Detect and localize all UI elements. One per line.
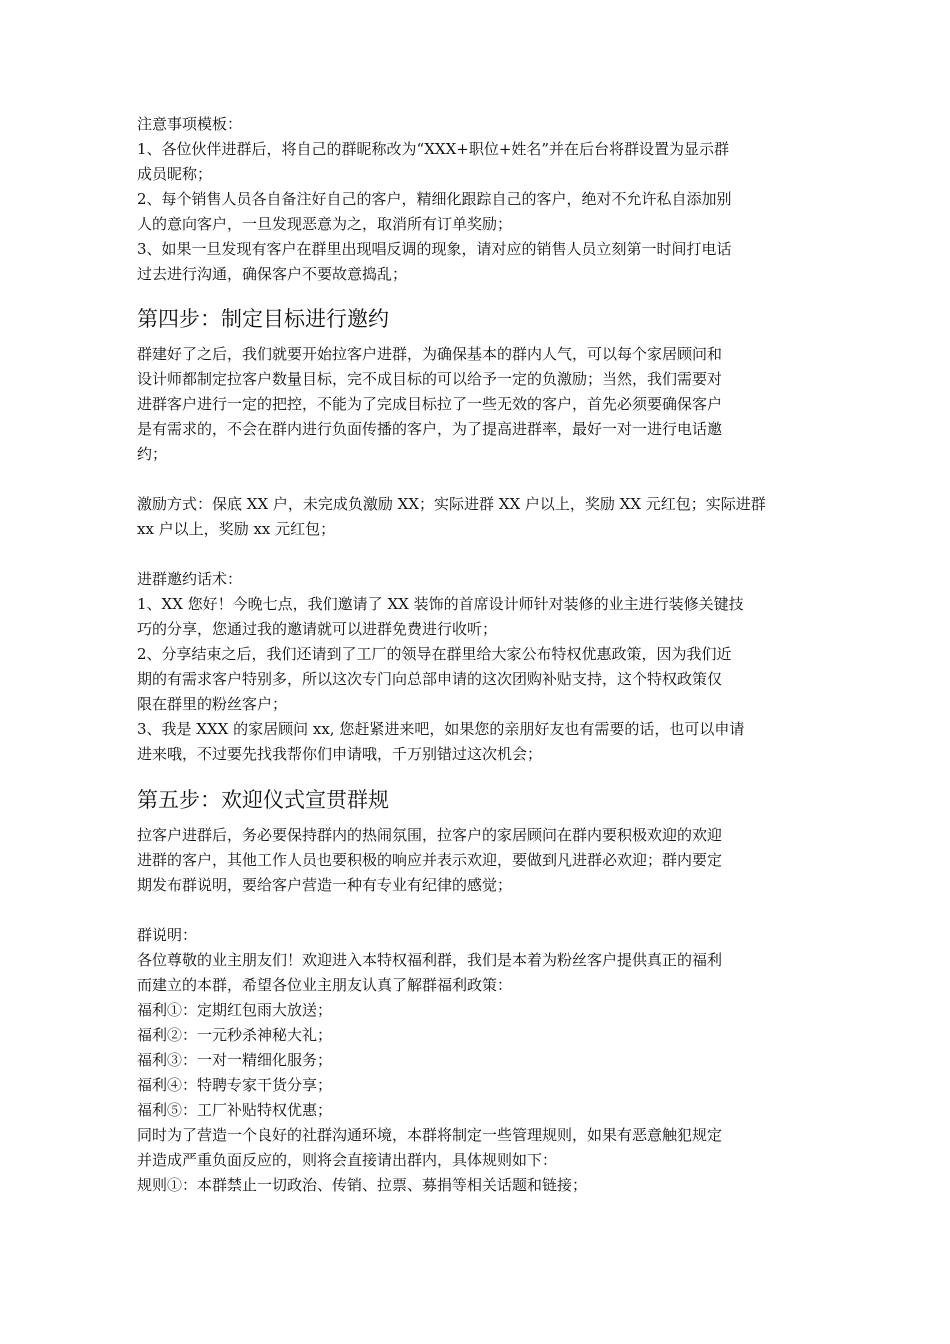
group-desc-line: 各位尊敬的业主朋友们！欢迎进入本特权福利群，我们是本着为粉丝客户提供真正的福利 bbox=[137, 951, 723, 969]
step5-intro-line: 期发布群说明，要给客户营造一种有专业有纪律的感觉； bbox=[137, 876, 513, 894]
script-line: 期的有需求客户特别多，所以这次专门向总部申请的这次团购补贴支持，这个特权政策仅 bbox=[137, 670, 723, 688]
notes-title: 注意事项模板： bbox=[137, 115, 243, 133]
step5-heading: 第五步：欢迎仪式宣贯群规 bbox=[137, 788, 389, 812]
group-desc-title: 群说明： bbox=[137, 926, 198, 944]
incentive-line: xx 户以上，奖励 xx 元红包； bbox=[137, 520, 336, 538]
step4-intro-line: 设计师都制定拉客户数量目标，完不成目标的可以给予一定的负激励；当然，我们需要对 bbox=[137, 370, 723, 388]
benefit-item: 福利①：定期红包雨大放送； bbox=[137, 1001, 333, 1019]
script-line: 1、XX 您好！今晚七点，我们邀请了 XX 装饰的首席设计师针对装修的业主进行装修关键技 bbox=[137, 595, 744, 613]
step4-intro-line: 进群客户进行一定的把控，不能为了完成目标拉了一些无效的客户，首先必须要确保客户 bbox=[137, 395, 723, 413]
group-desc-line: 而建立的本群，希望各位业主朋友认真了解群福利政策： bbox=[137, 976, 513, 994]
script-line: 3、我是 XXX 的家居顾问 xx, 您赶紧进来吧，如果您的亲朋好友也有需要的话，也可以申请 bbox=[137, 720, 745, 738]
script-line: 限在群里的粉丝客户； bbox=[137, 695, 288, 713]
notes-line: 过去进行沟通，确保客户不要故意捣乱； bbox=[137, 265, 408, 283]
notes-line: 人的意向客户，一旦发现恶意为之，取消所有订单奖励； bbox=[137, 215, 513, 233]
script-line: 进来哦，不过要先找我帮你们申请哦，千万别错过这次机会； bbox=[137, 745, 543, 763]
benefit-item: 福利②：一元秒杀神秘大礼； bbox=[137, 1026, 333, 1044]
benefit-item: 福利④：特聘专家干货分享； bbox=[137, 1076, 333, 1094]
notes-line: 2、每个销售人员各自备注好自己的客户，精细化跟踪自己的客户，绝对不允许私自添加别 bbox=[137, 190, 732, 208]
script-title: 进群邀约话术： bbox=[137, 570, 243, 588]
paragraph-spacer bbox=[137, 467, 817, 492]
benefit-item: 福利③：一对一精细化服务； bbox=[137, 1051, 333, 1069]
rule-item: 规则①：本群禁止一切政治、传销、拉票、募捐等相关话题和链接； bbox=[137, 1176, 588, 1194]
step5-intro-line: 拉客户进群后，务必要保持群内的热闹氛围，拉客户的家居顾问在群内要积极欢迎的欢迎 bbox=[137, 826, 723, 844]
script-line: 巧的分享，您通过我的邀请就可以进群免费进行收听； bbox=[137, 620, 498, 638]
group-desc-line: 并造成严重负面反应的，则将会直接请出群内，具体规则如下： bbox=[137, 1151, 558, 1169]
benefit-item: 福利⑤：工厂补贴特权优惠； bbox=[137, 1101, 333, 1119]
document-page bbox=[137, 112, 817, 1198]
notes-line: 1、各位伙伴进群后，将自己的群昵称改为“XXX+职位+姓名”并在后台将群设置为显示群 bbox=[137, 140, 730, 158]
step4-heading: 第四步：制定目标进行邀约 bbox=[137, 307, 389, 331]
script-line: 2、分享结束之后，我们还请到了工厂的领导在群里给大家公布特权优惠政策，因为我们近 bbox=[137, 645, 732, 663]
step4-intro-line: 群建好了之后，我们就要开始拉客户进群，为确保基本的群内人气，可以每个家居顾问和 bbox=[137, 345, 723, 363]
group-desc-line: 同时为了营造一个良好的社群沟通环境，本群将制定一些管理规则，如果有恶意触犯规定 bbox=[137, 1126, 723, 1144]
paragraph-spacer bbox=[137, 898, 817, 923]
incentive-line: 激励方式：保底 XX 户，未完成负激励 XX；实际进群 XX 户以上，奖励 XX 元红包；实际进群 bbox=[137, 495, 766, 513]
notes-line: 3、如果一旦发现有客户在群里出现唱反调的现象，请对应的销售人员立刻第一时间打电话 bbox=[137, 240, 732, 258]
step4-intro-line: 约； bbox=[137, 445, 168, 463]
paragraph-spacer bbox=[137, 542, 817, 567]
step5-intro-line: 进群的客户，其他工作人员也要积极的响应并表示欢迎，要做到凡进群必欢迎；群内要定 bbox=[137, 851, 723, 869]
notes-line: 成员昵称； bbox=[137, 165, 213, 183]
step4-intro-line: 是有需求的，不会在群内进行负面传播的客户，为了提高进群率，最好一对一进行电话邀 bbox=[137, 420, 723, 438]
